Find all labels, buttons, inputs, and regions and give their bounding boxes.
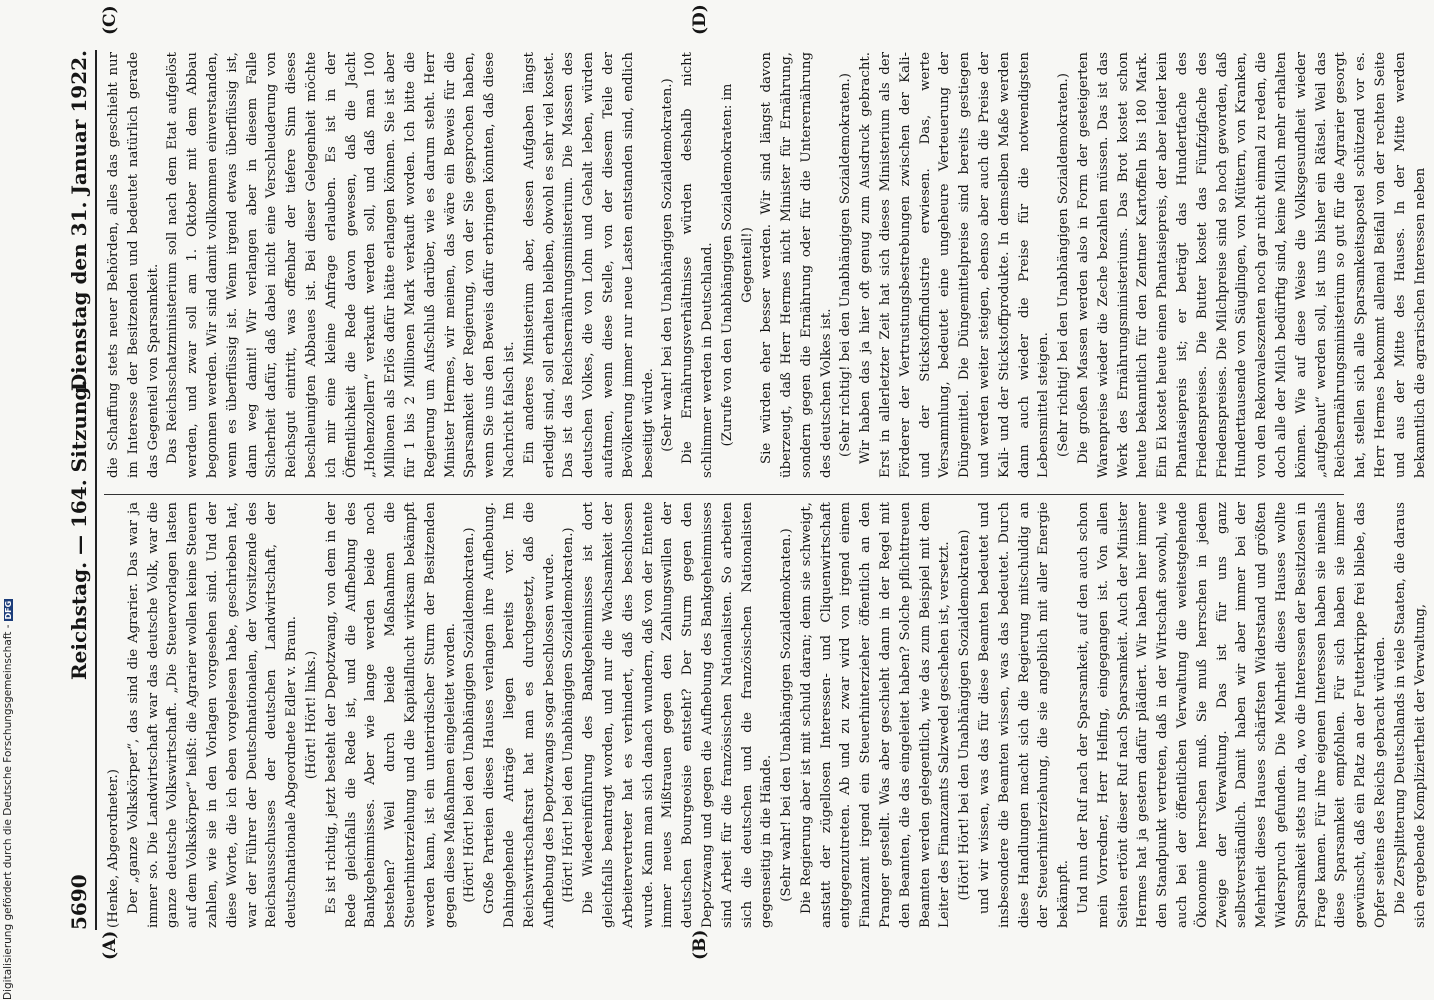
paragraph: Große Parteien dieses Hauses verlangen ihre Aufhebung. Dahingehende Anträge liegen bereits vor. Im Reichswirtschaftsrat hat man es durchgesetzt, daß die Aufhebung des Depotzwangs sogar beschlossen wurde. <box>482 502 557 928</box>
paragraph: (Sehr richtig! bei den Unabhängigen Sozialdemokraten.) <box>1056 73 1072 457</box>
margin-letter-a: (A) <box>100 930 120 960</box>
paragraph: Die Ernährungsverhältnisse würden deshalb nicht schlimmer werden in Deutschland. <box>680 52 715 478</box>
paragraph: Der „ganze Volkskörper“, das sind die Agrarier. Das war ja immer so. Die Landwirtschaft war das deutsche Volk, war die ganze deutsche Volkswirtschaft. „Die Steuervorlagen lasten auf dem Volkskörper“ heißt: die Agrarier wollen keine Steuern zahlen, wie sie in den Vorlagen vorgesehen sind. Und der diese Worte, die ich eben vorgelesen habe, geschrieben hat, war der Führer der Deutschnationalen, der Vorsitzende des Reichsausschusses der deutschen Landwirtschaft, der deutschnationale Abgeordnete Edler v. Braun. <box>125 502 300 928</box>
paragraph: (Sehr wahr! bei den Unabhängigen Sozialdemokraten.) <box>779 528 795 902</box>
margin-letter-d: (D) <box>690 4 710 35</box>
paragraph: (Hört! Hört! links.) <box>303 650 319 780</box>
page-number: 5690 <box>67 874 91 930</box>
paragraph: (Sehr wahr! bei den Unabhängigen Sozialdemokraten.) <box>660 78 676 452</box>
right-text-column <box>104 52 1428 478</box>
column-divider <box>104 494 1344 495</box>
paragraph: (Zurufe von den Unabhängigen Sozialdemokraten: im Gegenteil!) <box>719 83 755 447</box>
paragraph: (Hört! Hört! bei den Unabhängigen Sozialdemokraten.) <box>462 527 478 903</box>
dfg-logo-icon: DFG <box>3 600 13 620</box>
paragraph: (Henke, Abgeordneter.) <box>106 769 121 928</box>
paragraph: (Sehr richtig! bei den Unabhängigen Sozialdemokraten.) <box>838 73 854 457</box>
session-date: Dienstag den 31. Januar 1922. <box>67 50 91 392</box>
paragraph: Die Zersplitterung Deutschlands in viele Staaten, die daraus sich ergebende Kompliziertheit der Verwaltung, <box>1392 502 1428 928</box>
page-header <box>55 50 97 930</box>
paragraph: Ein anderes Ministerium aber, dessen Aufgaben längst erledigt sind, soll erhalten bleiben, obwohl es sehr viel kostet. Das ist das Reichsernährungsministerium. Die Massen des deutschen Volkes, die von Lohn und Gehalt leben, würden aufatmen, wenn diese Stelle, von der diesem Teile der Bevölkerung immer nur neue Lasten entstanden sind, endlich beseitigt würde. <box>521 52 656 478</box>
paragraph: Sie würden eher besser werden. Wir sind längst davon überzeugt, daß Herr Hermes nicht Minister für Ernährung, sondern gegen die Ernährung oder für die Unterernährung des deutschen Volkes ist. <box>759 52 834 478</box>
digitization-footer <box>2 0 22 1000</box>
paragraph: Wir haben das ja hier oft genug zum Ausdruck gebracht. Erst in allerletzter Zeit hat sich dieses Ministerium als der Förderer der Vertrustungsbestrebungen zwischen der Kali- und der Stickstoffindustrie erwiesen. Das, werte Versammlung, bedeutet eine ungeheure Verteuerung der Düngemittel. Die Düngemittelpreise sind bereits gestiegen und werden weiter steigen, ebenso aber auch die Preise der Kali- und der Stickstoffprodukte. In demselben Maße werden dann auch wieder die Preise für die notwendigsten Lebensmittel steigen. <box>858 52 1052 478</box>
paragraph: die Schaffung stets neuer Behörden, alles das geschieht nur im Interesse der Besitzenden und bedeutet natürlich gerade das Gegenteil von Sparsamkeit. <box>106 52 161 478</box>
page-title: Reichstag. — 164. Sitzung. <box>67 379 91 680</box>
paragraph: Die Wiedereinführung des Bankgeheimnisses ist dort gleichfalls beantragt worden, und nur die Wachsamkeit der Arbeitervertreter hat es verhindert, daß dies beschlossen wurde. Kann man sich danach wundern, daß von der Entente immer neues Mißtrauen gegen den Zahlungswillen der deutschen Bourgeoisie entsteht? Der Sturm gegen den Depotzwang und gegen die Aufhebung des Bankgeheimnisses sind Arbeit für die französischen Nationalisten. So arbeiten sich die deutschen und die französischen Nationalisten gegenseitig in die Hände. <box>581 502 775 928</box>
paragraph: (Hört! Hört! bei den Unabhängigen Sozialdemokraten) <box>957 529 973 901</box>
paragraph: Und nun der Ruf nach der Sparsamkeit, auf den auch schon mein Vorredner, Herr Helfing, eingegangen ist. Von allen Seiten ertönt dieser Ruf nach Sparsamkeit. Auch der Minister Hermes hat ja gestern dafür plädiert. Wir haben hier immer den Standpunkt vertreten, daß in der Wirtschaft sowohl, wie auch bei der öffentlichen Verwaltung die weitestgehende Ökonomie herrschen muß. Sie muß herrschen in jedem Zweige der Verwaltung. Das ist für uns ganz selbstverständlich. Damit haben wir aber immer bei der Mehrheit dieses Hauses schärfsten Widerstand und größten Widerspruch gefunden. Die Mehrheit dieses Hauses wollte Sparsamkeit stets nur da, wo die Interessen der Besitzlosen in Frage kamen. Für ihre eigenen Interessen haben sie niemals diese Sparsamkeit empfohlen. Für sich haben sie immer gewünscht, daß ein Platz an der Futterkrippe frei bliebe, das Opfer seitens des Reichs gebracht würden. <box>1076 502 1388 928</box>
paragraph: Die Regierung aber ist mit schuld daran; denn sie schweigt, anstatt der zügellosen Interessen- und Cliquenwirtschaft entgegenzutreten. Ab und zu zwar wird von irgend einem Finanzamt irgend ein Steuerhinterzieher öffentlich an den Pranger gestellt. Was aber geschieht dann in der Regel mit den Beamten, die das eingeleitet haben? Solche pflichttreuen Beamten werden gelegentlich, wie das zum Beispiel mit dem Leiter des Finanzamts Salzwedel geschehen ist, versetzt. <box>798 502 953 928</box>
paragraph: Es ist richtig, jetzt besteht der Depotzwang, von dem in der Rede gleichfalls die Rede ist, und die Aufhebung des Bankgeheimnisses. Aber wie lange werden beide noch bestehen? Weil durch beide Maßnahmen die Steuerhinterziehung und die Kapitalflucht wirksam bekämpft werden kann, ist ein unterirdischer Sturm der Besitzenden gegen diese Maßnahmen eingeleitet worden. <box>323 502 458 928</box>
margin-letter-b: (B) <box>690 929 710 960</box>
paragraph: und wir wissen, was das für diese Beamten bedeutet und insbesondere die Beamten wissen, was das bedeutet. Durch diese Handlungen macht sich die Regierung mitschuldig an der Steuerhinterziehung, die sie angeblich mit aller Energie bekämpft. <box>977 502 1072 928</box>
left-text-column <box>104 502 1428 928</box>
paragraph: (Hört! Hört! bei den Unabhängigen Sozialdemokraten.) <box>561 527 577 903</box>
margin-letter-c: (C) <box>100 5 120 35</box>
digitization-note: Digitalisierung gefördert durch die Deutsche Forschungsgemeinschaft - <box>2 624 14 1000</box>
paragraph: Die großen Massen werden also in Form der gesteigerten Warenpreise wieder die Zeche bezahlen müssen. Das ist das Werk des Ernährungsministeriums. Das Brot kostet schon heute bekanntlich für den Zentner Kartoffeln bis 180 Mark. Ein Ei kostet heute einen Phantasiepreis, der aber leider kein Phantasiepreis ist; er beträgt das Hundertfache des Friedenspreises. Die Butter kostet das Fünfzigfache des Friedenspreises. Die Milchpreise sind so hoch geworden, daß Hunderttausende von Säuglingen, von Müttern, von Kranken, von den Rekonvaleszenten noch gar nicht einmal zu reden, die doch alle der Milch bedürftig sind, keine Milch mehr erhalten können. Wie auf diese Weise die Volksgesundheit wieder „aufgebaut“ werden soll, ist uns bisher ein Rätsel. Weil das Reichsernährungsministerium so gut für die Agrarier gesorgt hat, stellen sich alle Sparsamkeitsapostel schützend vor es. Herr Hermes bekommt allemal Beifall von der rechten Seite und aus der Mitte des Hauses. In der Mitte werden bekanntlich die agrarischen Interessen neben <box>1076 52 1428 478</box>
paragraph: Das Reichsschatzministerium soll nach dem Etat aufgelöst werden, und zwar soll am 1. Oktober mit dem Abbau begonnen werden. Wir sind damit vollkommen einverstanden, wenn es überflüssig ist. Wenn irgend etwas überflüssig ist, dann weg damit! Wir verlangen aber in diesem Falle Sicherheit dafür, daß dabei nicht eine Verschleuderung von Reichsgut eintritt, was offenbar der tiefere Sinn dieses beschleunigten Abbaues ist. Bei dieser Gelegenheit möchte ich mir eine kleine Anfrage erlauben. Es ist in der Öffentlichkeit die Rede davon gewesen, daß die Jacht „Hohenzollern“ verkauft werden soll, und daß man 100 Millionen als Erlös dafür hätte erlangen können. Sie ist aber für 1 bis 2 Millionen Mark verkauft worden. Ich bitte die Regierung um Aufschluß darüber, wie es darum steht. Herr Minister Hermes, wir meinen, das wäre ein Beweis für die Sparsamkeit der Regierung, von der Sie gesprochen haben, wenn Sie uns den Beweis dafür erbringen könnten, daß diese Nachricht falsch ist. <box>165 52 517 478</box>
